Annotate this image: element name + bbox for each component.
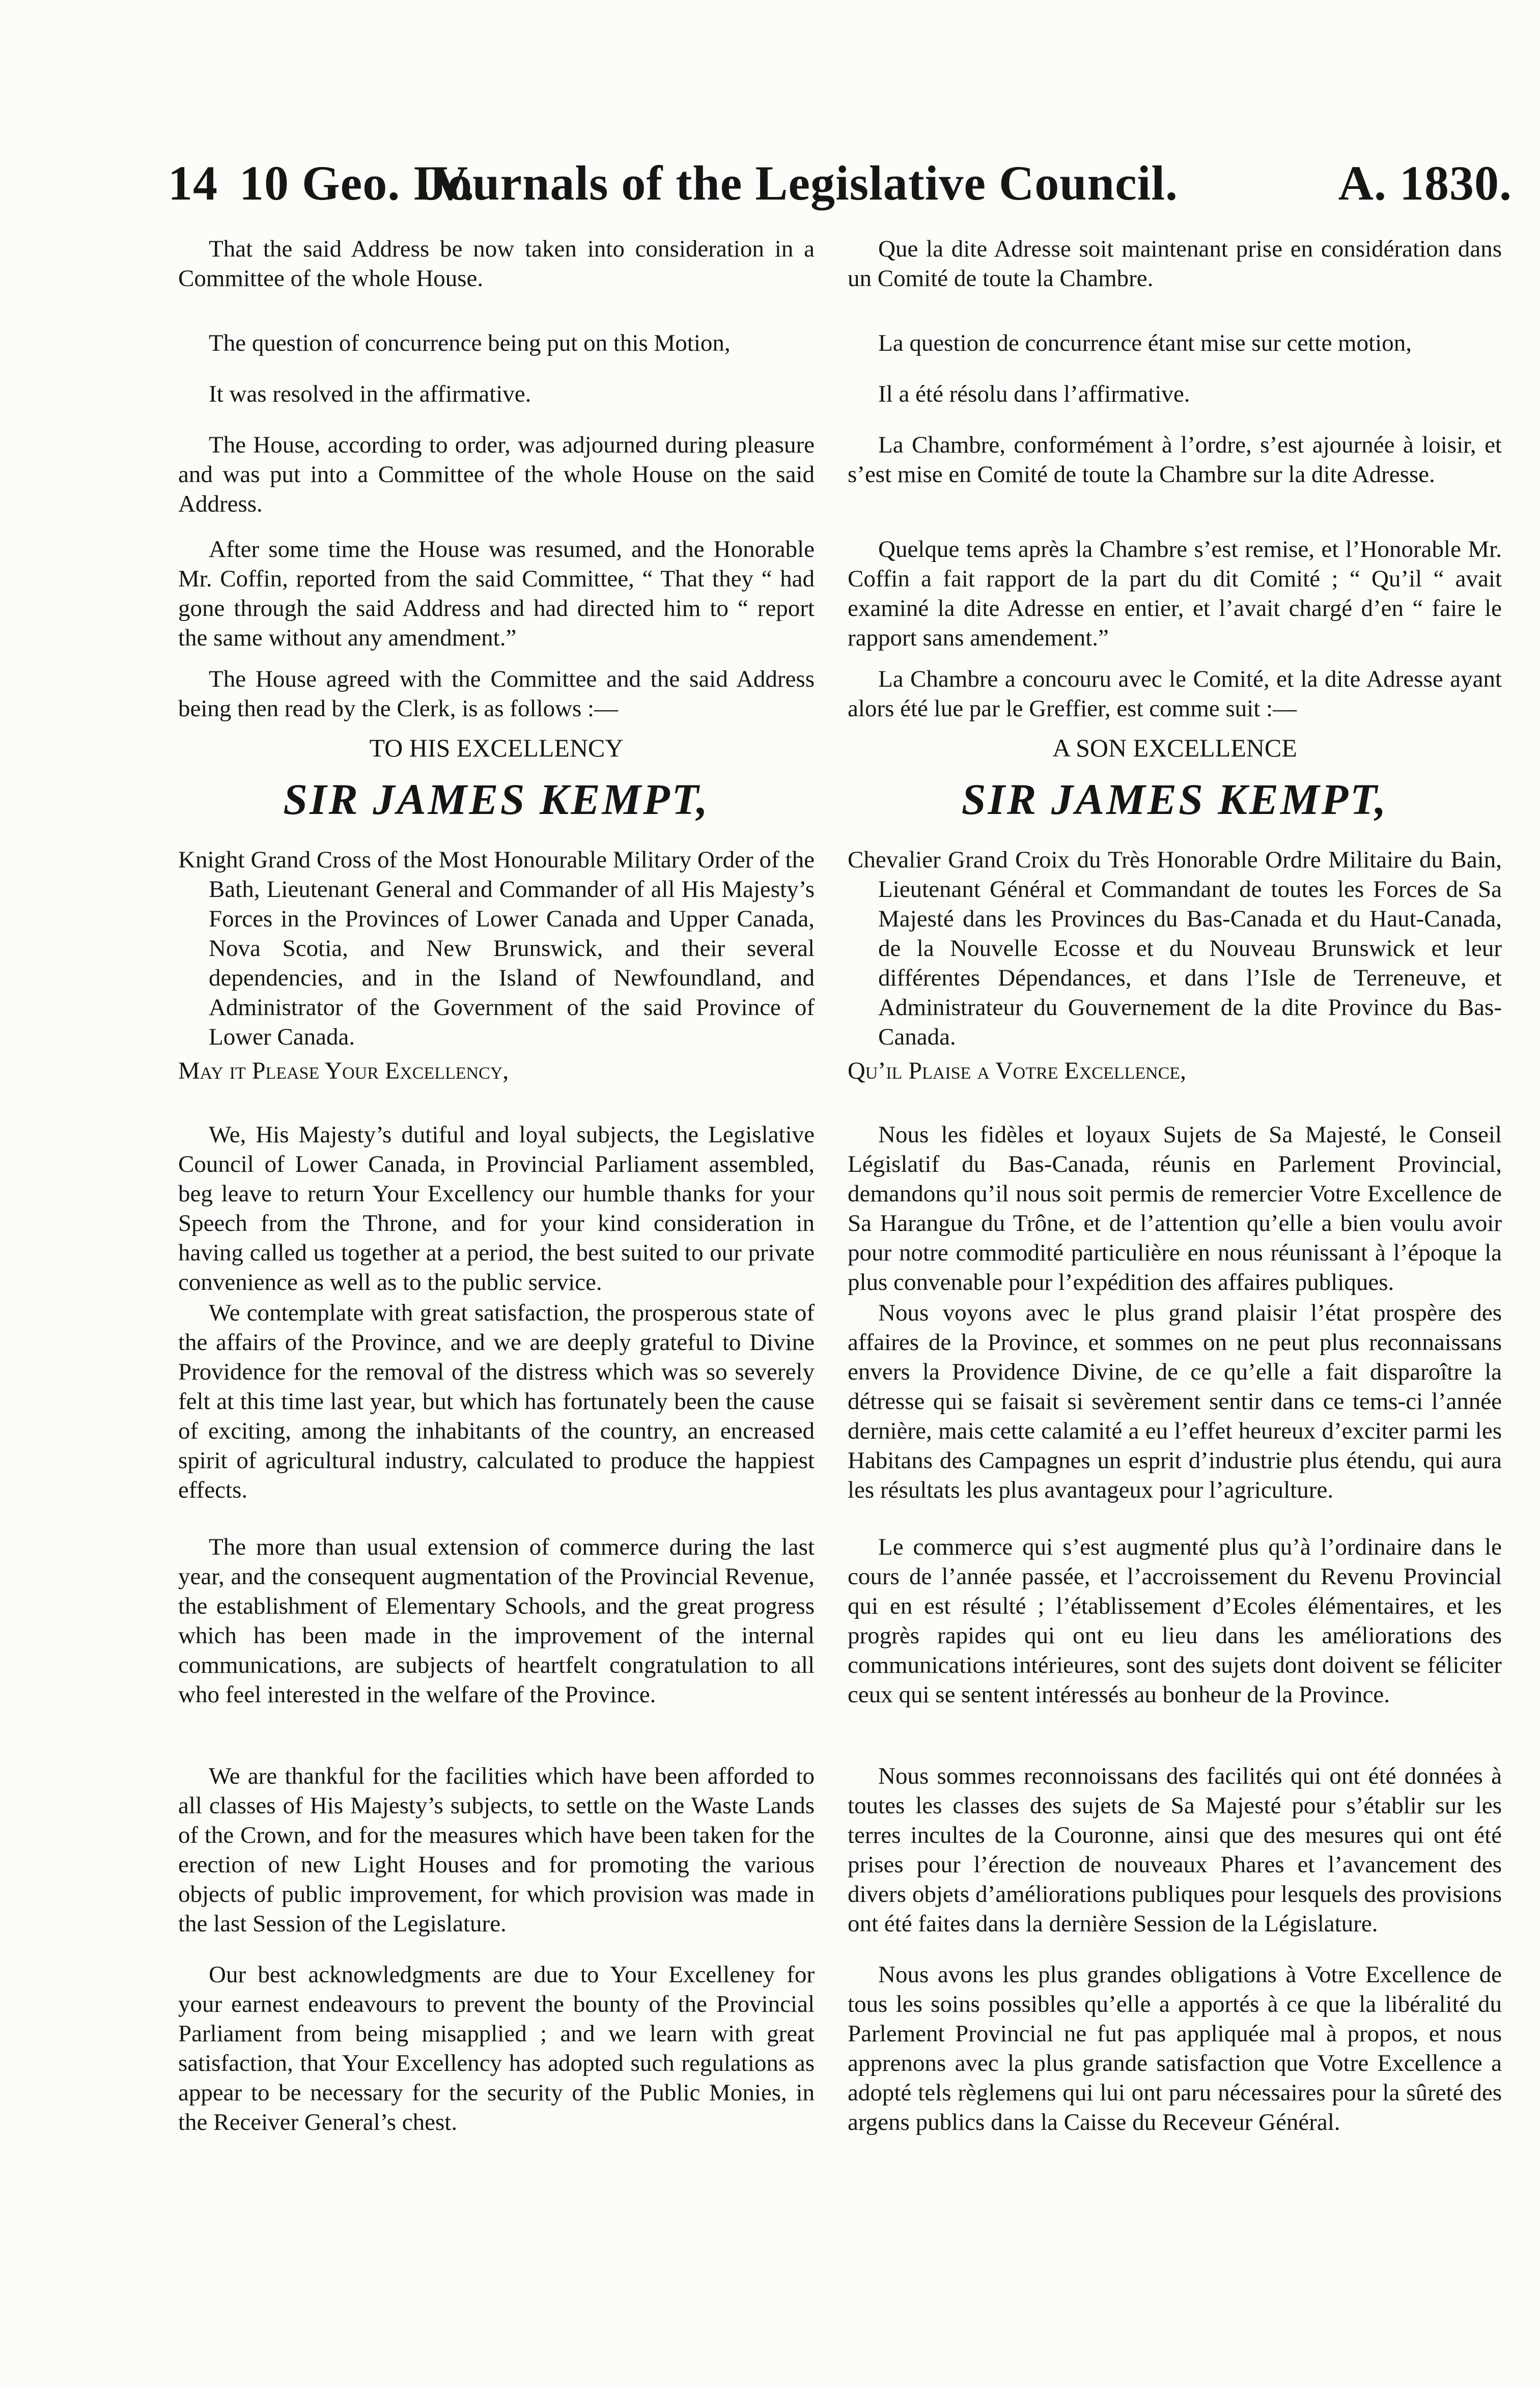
paragraph: Our best acknowledgments are due to Your Excelleney for your earnest endeavours to prevent the bounty of the Provincial Parliament from being misapplied ; and we learn with great satisfaction, that Your Excellency has adopted such regulations as appear to be necessary for the security of the Public Monies, in the Receiver General’s chest. bbox=[178, 1961, 815, 2135]
paragraph: That the said Address be now taken into consideration in a Committee of the whole House. bbox=[178, 236, 815, 292]
salutation: May it Please Your Excellency, bbox=[178, 1057, 509, 1084]
paragraph: The House, according to order, was adjourned during pleasure and was put into a Committee of the whole House on the said Address. bbox=[178, 432, 815, 517]
paragraph: The more than usual extension of commerce during the last year, and the consequent augmentation of the Provincial Revenue, the establishment of Elementary Schools, and the great progress which has been made in the improvement of the internal communications, are subjects of heartfelt congratulation to all who feel interested in the welfare of the Province. bbox=[178, 1534, 815, 1708]
paragraph: We are thankful for the facilities which have been afforded to all classes of His Majesty’s subjects, to settle on the Waste Lands of the Crown, and for the measures which have been taken for the erection of new Light Houses and for promoting the various objects of public improvement, for which provision was made in the last Session of the Legislature. bbox=[178, 1763, 815, 1937]
paragraph: La question de concurrence étant mise sur cette motion, bbox=[878, 330, 1412, 356]
paragraph: Nous voyons avec le plus grand plaisir l’état prospère des affaires de la Province, et sommes on ne peut plus reconnaissans envers la Providence Divine, de ce qu’elle a fait disparoître la détresse qui se faisait si sevèrement sentir dans ce tems-ci l’année dernière, mais cette calamité a eu l’effet heureux d’exciter parmi les Habitans des Campagnes un esprit d’industrie plus étendu, qui aura les résultats les plus avantageux pour l’agriculture. bbox=[848, 1300, 1502, 1503]
paragraph: Le commerce qui s’est augmenté plus qu’à l’ordinaire dans le cours de l’année passée, et l’accroissement du Revenu Provincial qui en est résulté ; l’établissement d’Ecoles élémentaires, et les progrès rapides qui ont eu lieu dans les améliorations des communications intérieures, sont des sujets dont doivent se féliciter ceux qui se sentent intéressés au bonheur de la Province. bbox=[848, 1534, 1502, 1708]
page-number: 14 bbox=[168, 156, 218, 210]
journal-title: Journals of the Legislative Council. bbox=[423, 156, 1179, 210]
paragraph: La Chambre a concouru avec le Comité, et la dite Adresse ayant alors été lue par le Greffier, est comme suit :— bbox=[848, 666, 1502, 722]
addressee-titles: Knight Grand Cross of the Most Honourable Military Order of the Bath, Lieutenant General and Commander of all His Majesty’s Forces in the Provinces of Lower Canada and Upper Canada, Nova Scotia, and New Brunswick, and their several dependencies, and in the Island of Newfoundland, and Administrator of the Government of the said Province of Lower Canada. bbox=[178, 847, 815, 1050]
regnal-year: 10 Geo. IV. bbox=[239, 156, 475, 210]
paragraph: Nous sommes reconnoissans des facilités qui ont été données à toutes les classes des sujets de Sa Majesté pour s’établir sur les terres incultes de la Couronne, ainsi que des mesures qui ont été prises pour l’érection de nouveaux Phares et l’avancement des divers objets d’améliorations publiques pour lesquels des provisions ont été faites dans la dernière Session de la Législature. bbox=[848, 1763, 1502, 1937]
paragraph: We, His Majesty’s dutiful and loyal subjects, the Legislative Council of Lower Canada, in Provincial Parliament assembled, beg leave to return Your Excellency our humble thanks for your Speech from the Throne, and for your kind consideration in having called us together at a period, the best suited to our private convenience as well as to the public service. bbox=[178, 1121, 815, 1296]
salutation: Qu’il Plaise a Votre Excellence, bbox=[848, 1057, 1187, 1084]
paragraph: Nous avons les plus grandes obligations à Votre Excellence de tous les soins possibles qu’elle a apportés à ce que la libéralité du Parlement Provincial ne fut pas appliquée mal à propos, et nous apprenons avec la plus grande satisfaction que Votre Excellence a adopté tels règlemens qui lui ont paru nécessaires pour la sûreté des argens publics dans la Caisse du Receveur Général. bbox=[848, 1961, 1502, 2135]
year: A. 1830. bbox=[1338, 156, 1512, 210]
paragraph: The question of concurrence being put on this Motion, bbox=[209, 330, 731, 356]
paragraph: La Chambre, conformément à l’ordre, s’est ajournée à loisir, et s’est mise en Comité de toute la Chambre sur la dite Adresse. bbox=[848, 432, 1502, 488]
paragraph: After some time the House was resumed, and the Honorable Mr. Coffin, reported from the said Committee, “ That they “ had gone through the said Address and had directed him to “ report the same without any amendment.” bbox=[178, 536, 815, 651]
paragraph: It was resolved in the affirmative. bbox=[209, 381, 531, 407]
paragraph: Nous les fidèles et loyaux Sujets de Sa Majesté, le Conseil Législatif du Bas-Canada, réunis en Parlement Provincial, demandons qu’il nous soit permis de remercier Votre Excellence de Sa Harangue du Trône, et de l’attention qu’elle a bien voulu avoir pour notre commodité particulière en nous réunissant à l’époque la plus convenable pour l’expédition des affaires publiques. bbox=[848, 1121, 1502, 1296]
address-heading: TO HIS EXCELLENCY bbox=[369, 734, 624, 762]
paragraph: Que la dite Adresse soit maintenant prise en considération dans un Comité de toute la Chambre. bbox=[848, 236, 1502, 292]
addressee-titles: Chevalier Grand Croix du Très Honorable Ordre Militaire du Bain, Lieutenant Général et Commandant de toutes les Forces de Sa Majesté dans les Provinces du Bas-Canada et du Haut-Canada, de la Nouvelle Ecosse et du Nouveau Brunswick et leur différentes Dépendances, et dans l’Isle de Terreneuve, et Administrateur du Gouvernement de la dite Province du Bas-Canada. bbox=[848, 847, 1502, 1050]
addressee-name: SIR JAMES KEMPT, bbox=[961, 775, 1388, 824]
paragraph: Il a été résolu dans l’affirmative. bbox=[878, 381, 1190, 407]
paragraph: Quelque tems après la Chambre s’est remise, et l’Honorable Mr. Coffin a fait rapport de la part du dit Comité ; “ Qu’il “ avait examiné la dite Adresse en entier, et l’avait chargé d’en “ faire le rapport sans amendement.” bbox=[848, 536, 1502, 651]
running-header bbox=[168, 155, 1512, 211]
paragraph: We contemplate with great satisfaction, the prosperous state of the affairs of the Province, and we are deeply grateful to Divine Providence for the removal of the distress which was so severely felt at this time last year, but which has fortunately been the cause of exciting, among the inhabitants of the country, an encreased spirit of agricultural industry, calculated to produce the happiest effects. bbox=[178, 1300, 815, 1503]
address-heading: A SON EXCELLENCE bbox=[1052, 734, 1297, 762]
paragraph: The House agreed with the Committee and the said Address being then read by the Clerk, is as follows :— bbox=[178, 666, 815, 722]
addressee-name: SIR JAMES KEMPT, bbox=[283, 775, 710, 824]
